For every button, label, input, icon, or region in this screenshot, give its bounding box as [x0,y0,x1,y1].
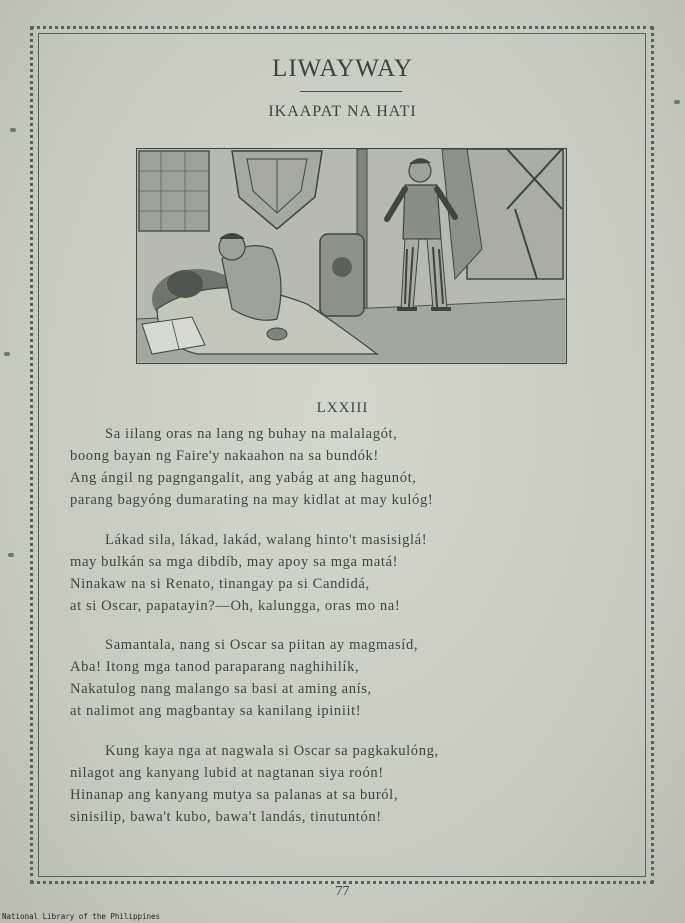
poem-line: Ninakaw na si Renato, tinangay pa si Candidá, [70,576,370,592]
page-number: 77 [335,884,350,899]
stanza-3 [70,634,570,722]
poem-line: at si Oscar, papatayin?—Oh, kalungga, oras mo na! [70,598,401,614]
poem-line: Ang ángil ng pagngangalit, ang yabág at ang hagunót, [70,470,417,486]
page-title: LIWAYWAY [272,55,413,82]
paper-blemish [10,128,16,132]
stanza-1 [70,423,570,511]
title-underline [300,91,402,92]
stanza-2 [70,529,570,617]
library-credit: National Library of the Philippines [2,912,161,921]
poem-line: parang bagyóng dumarating na may kidlat at may kulóg! [70,492,434,508]
illustration-drawing [137,149,565,362]
stanza-4 [70,740,570,828]
poem-line: nilagot ang kanyang lubid at nagtanan siya roón! [70,765,384,781]
poem-line: Samantala, nang si Oscar sa piitan ay magmasíd, [105,637,419,653]
paper-blemish [4,352,10,356]
paper-blemish [8,553,14,557]
poem-line: boong bayan ng Faire'y nakaahon na sa bundók! [70,448,379,464]
poem-line: sinisilip, bawa't kubo, bawa't landás, tinutuntón! [70,809,382,825]
stanza-number: LXXIII [316,400,369,416]
poem-line: Lákad sila, lákad, lakád, walang hinto't masisiglá! [105,532,428,548]
poem-line: may bulkán sa mga dibdíb, may apoy sa mga matá! [70,554,399,570]
poem-line: at nalimot ang magbantay sa kanilang ipiniit! [70,703,362,719]
poem-line: Kung kaya nga at nagwala si Oscar sa pagkakulóng, [105,743,439,759]
poem-line: Aba! Itong mga tanod paraparang naghihilík, [70,659,360,675]
illustration [136,148,567,364]
poem-line: Nakatulog nang malango sa basi at aming anís, [70,681,372,697]
page-subtitle: IKAAPAT NA HATI [268,103,417,120]
poem-line: Sa iilang oras na lang ng buhay na malalagót, [105,426,398,442]
poem-line: Hinanap ang kanyang mutya sa palanas at sa buról, [70,787,399,803]
